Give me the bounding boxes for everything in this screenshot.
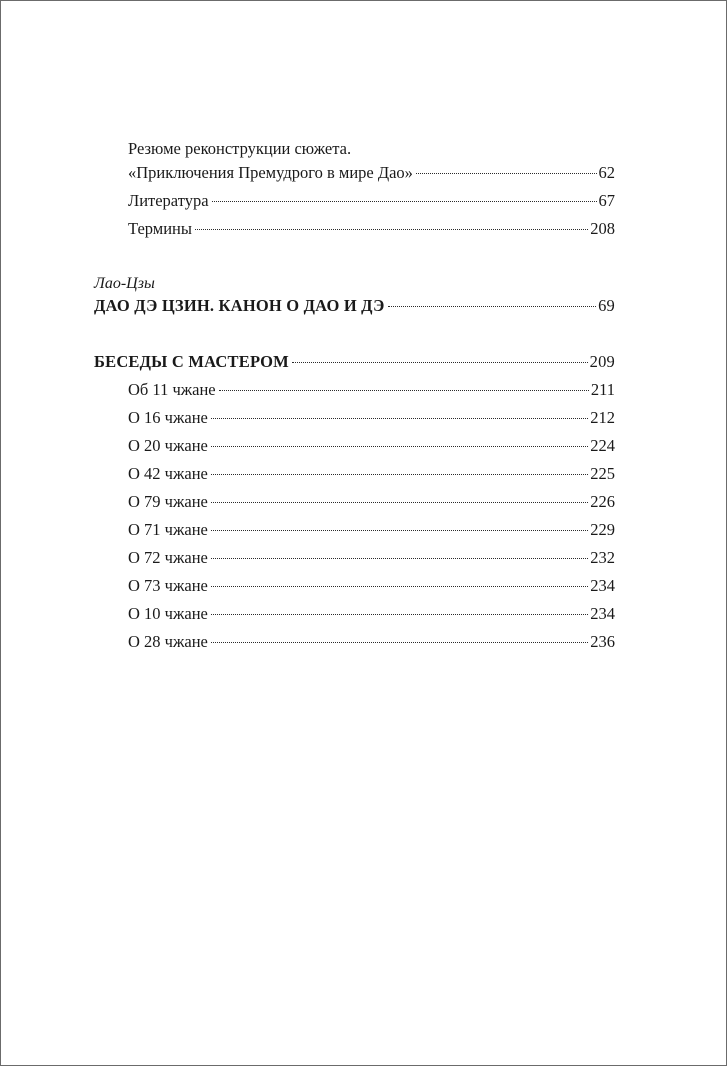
toc-entry-label: Литература: [128, 191, 209, 210]
toc-page-number: 209: [589, 352, 615, 371]
toc-item-label: О 72 чжане: [128, 548, 208, 567]
dot-leader: [211, 642, 588, 643]
toc-section-conversations[interactable]: [94, 350, 615, 374]
toc-item-label: О 42 чжане: [128, 464, 208, 483]
dot-leader: [211, 614, 588, 615]
toc-item[interactable]: [128, 574, 615, 598]
dot-leader: [211, 558, 588, 559]
dot-leader: [212, 201, 597, 202]
dot-leader: [388, 306, 597, 307]
toc-item-label: О 28 чжане: [128, 632, 208, 651]
toc-section-title: ДАО ДЭ ЦЗИН. КАНОН О ДАО И ДЭ: [94, 296, 385, 315]
toc-item-label: О 73 чжане: [128, 576, 208, 595]
dot-leader: [211, 586, 588, 587]
toc-page-number: 212: [590, 408, 615, 427]
toc-item-label: О 10 чжане: [128, 604, 208, 623]
toc-page-number: 225: [590, 464, 615, 483]
toc-item-label: О 20 чжане: [128, 436, 208, 455]
toc-entry-terms[interactable]: [128, 217, 615, 241]
section-author: Лао-Цзы: [94, 275, 155, 292]
dot-leader: [211, 530, 588, 531]
dot-leader: [211, 474, 588, 475]
toc-page-number: 211: [590, 380, 615, 399]
toc-page-number: 69: [598, 296, 615, 315]
toc-page-number: 224: [590, 436, 615, 455]
toc-page-number: 67: [598, 191, 615, 210]
toc-entry-literature[interactable]: [128, 189, 615, 213]
dot-leader: [195, 229, 588, 230]
toc-item-label: Об 11 чжане: [128, 380, 216, 399]
toc-page-number: 234: [590, 576, 615, 595]
toc-item-label: О 79 чжане: [128, 492, 208, 511]
toc-item-label: О 16 чжане: [128, 408, 208, 427]
toc-entry-label: «Приключения Премудрого в мире Дао»: [128, 163, 413, 182]
toc-section-tao-te-ching[interactable]: [94, 294, 615, 318]
dot-leader: [211, 502, 588, 503]
toc-item[interactable]: [128, 378, 615, 402]
dot-leader: [211, 446, 588, 447]
dot-leader: [219, 390, 589, 391]
toc-item[interactable]: [128, 434, 615, 458]
toc-page-number: 234: [590, 604, 615, 623]
toc-entry-summary-line1: Резюме реконструкции сюжета.: [128, 139, 352, 158]
toc-page-number: 62: [598, 163, 615, 182]
toc-item[interactable]: [128, 602, 615, 626]
dot-leader: [292, 362, 588, 363]
toc-entry-adventures[interactable]: [128, 161, 615, 185]
toc-page-number: 229: [590, 520, 615, 539]
toc-item[interactable]: [128, 490, 615, 514]
dot-leader: [211, 418, 588, 419]
dot-leader: [416, 173, 597, 174]
toc-item-label: О 71 чжане: [128, 520, 208, 539]
toc-item[interactable]: [128, 406, 615, 430]
toc-page-number: 226: [590, 492, 615, 511]
toc-item[interactable]: [128, 630, 615, 654]
toc-section-title: БЕСЕДЫ С МАСТЕРОМ: [94, 352, 289, 371]
toc-page-number: 232: [590, 548, 615, 567]
toc-entry-label: Термины: [128, 219, 192, 238]
toc-item[interactable]: [128, 518, 615, 542]
toc-page-number: 236: [590, 632, 615, 651]
toc-item[interactable]: [128, 546, 615, 570]
toc-page-number: 208: [590, 219, 615, 238]
toc-item[interactable]: [128, 462, 615, 486]
